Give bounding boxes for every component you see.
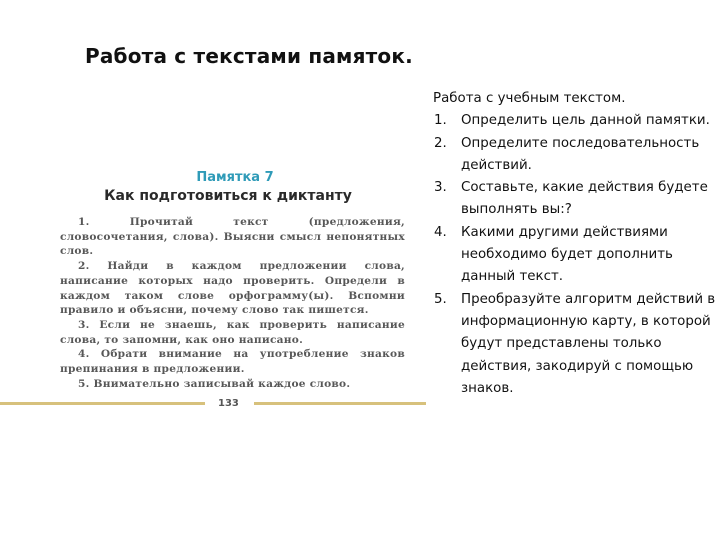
task-item (432, 110, 718, 132)
task-number: 2. (434, 135, 447, 151)
memo-subtitle: Как подготовиться к диктанту (104, 188, 352, 204)
task-text: Составьте, какие действия будете выполнять вы:? (461, 180, 708, 218)
memo-item: 5. Внимательно записывай каждое слово. (78, 377, 351, 390)
memo-item: 3. Если не знаешь, как проверить написание слова, то запомни, как оно написано. (60, 318, 405, 346)
task-item (432, 177, 718, 222)
page-number: 133 (218, 398, 239, 409)
memo-heading (0, 170, 426, 205)
task-number: 4. (434, 224, 447, 240)
task-text: Какими другими действиями необходимо будет дополнить данный текст. (461, 224, 673, 285)
task-text: Определить цель данной памятки. (461, 113, 710, 129)
task-intro: Работа с учебным текстом. (433, 91, 626, 106)
task-number: 3. (434, 180, 447, 196)
memo-item: 1. Прочитай текст (предложения, словосочетания, слова). Выясни смысл непонятных слов. (60, 216, 405, 258)
task-number: 1. (434, 113, 447, 129)
slide-title: Работа с текстами памяток. (85, 44, 413, 68)
memo-title: Памятка 7 (196, 170, 274, 185)
task-item (432, 222, 718, 289)
page-rule-left (0, 402, 205, 405)
task-text: Преобразуйте алгоритм действий в информационную карту, в которой будут представлены только действия, закодируй с помощью знаков. (461, 291, 716, 396)
task-item (432, 133, 718, 178)
memo-item: 2. Найди в каждом предложении слова, написание которых надо проверить. Определи в каждом таком слове орфограмму(ы). Вспомни правило и объясни, почему слово так пишется. (60, 260, 405, 317)
memo-item: 4. Обрати внимание на употребление знаков препинания в предложении. (60, 348, 405, 376)
memo-body (60, 215, 405, 391)
task-number: 5. (434, 291, 447, 307)
textbook-scan (0, 160, 426, 412)
task-list (432, 110, 718, 400)
task-item (432, 289, 718, 400)
task-text: Определите последовательность действий. (461, 135, 700, 173)
page-rule-right (254, 402, 426, 405)
task-panel (432, 88, 718, 400)
